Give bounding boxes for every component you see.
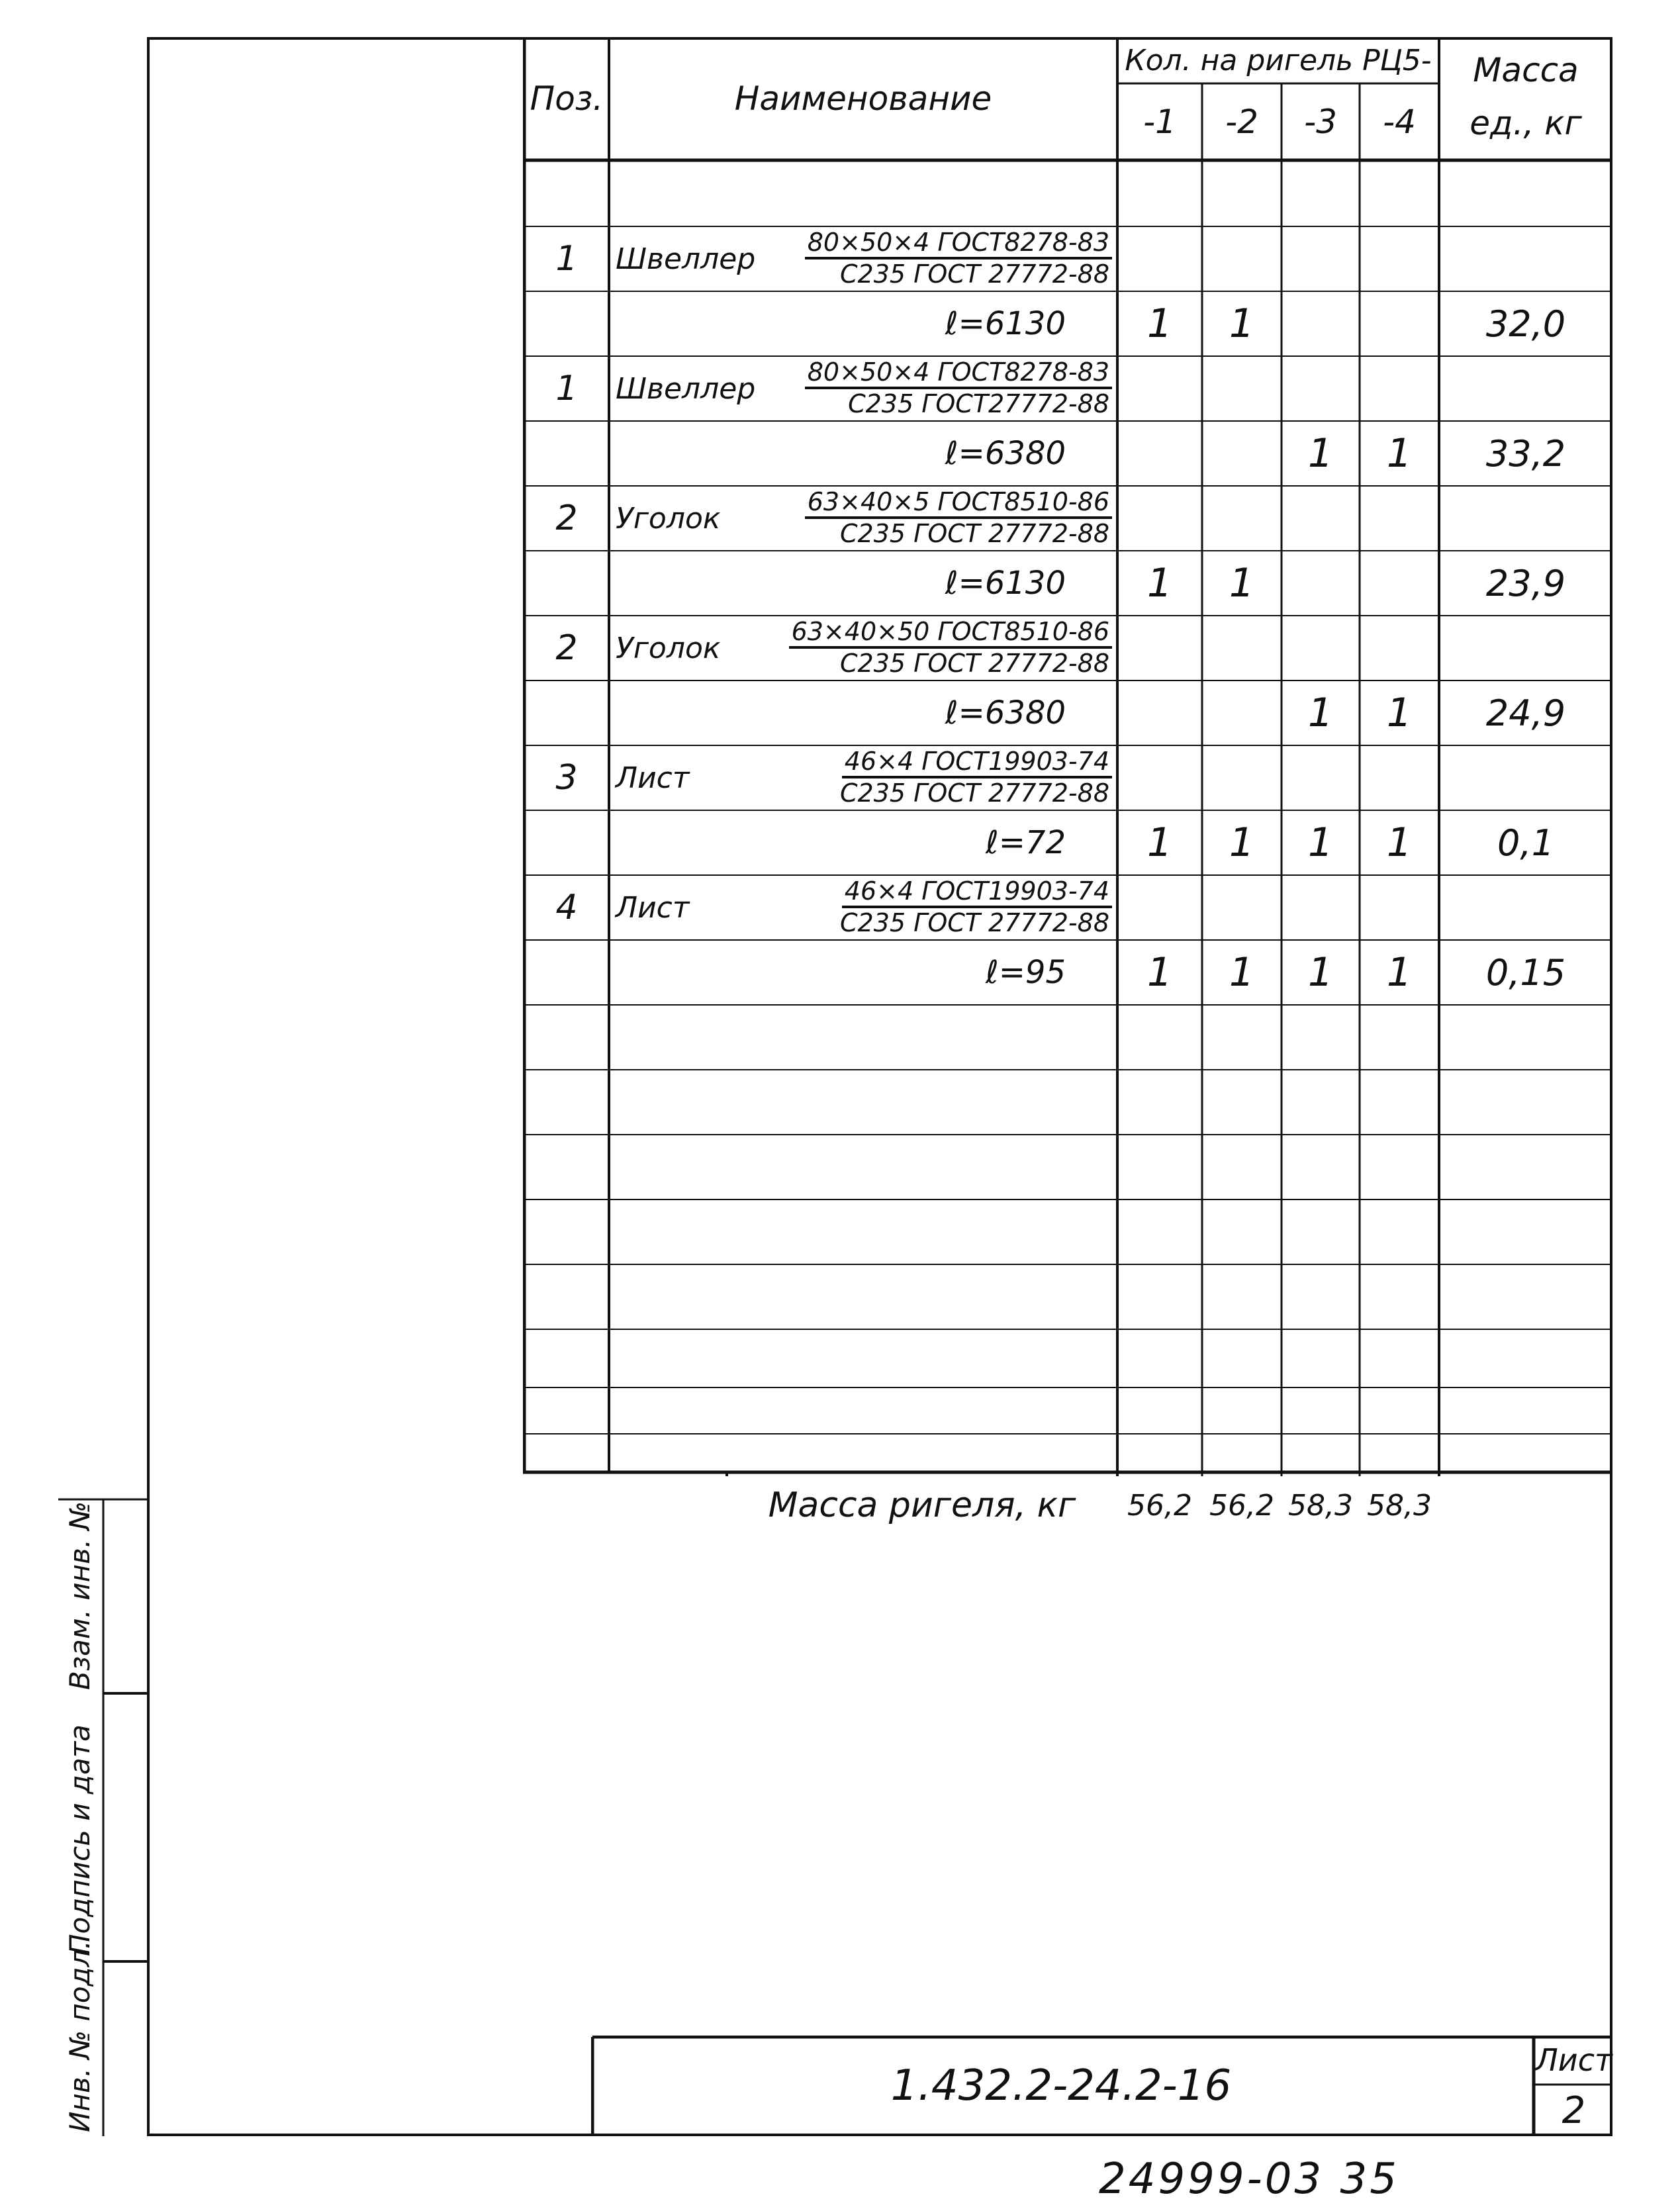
- row-length: ℓ=6380: [945, 435, 1066, 472]
- row-pos: 3: [555, 758, 578, 798]
- row-name-word: Лист: [616, 890, 690, 925]
- row-name-word: Лист: [616, 761, 690, 795]
- totals-value-4: 58,3: [1367, 1488, 1432, 1523]
- row-mass: 0,15: [1485, 951, 1566, 994]
- row-name-fraction: [761, 489, 1112, 547]
- row-qty-4: 1: [1386, 430, 1413, 477]
- row-name-word: Швеллер: [616, 371, 756, 406]
- title-stamp: [591, 2036, 1612, 2136]
- row-qty-3: 1: [1307, 949, 1334, 996]
- side-label-replacement-inv: Взам. инв. №: [64, 1501, 96, 1690]
- row-qty-3: 1: [1307, 430, 1334, 477]
- header-qty-group: Кол. на ригель РЦ5-: [1125, 43, 1432, 77]
- row-qty-4: [1360, 291, 1439, 356]
- header-qty-2: -2: [1225, 103, 1258, 141]
- row-name-material: С235 ГОСТ 27772-88: [840, 649, 1109, 678]
- document-code: 1.432.2-24.2-16: [890, 2061, 1232, 2110]
- sheet-label: Лист: [1535, 2042, 1612, 2078]
- row-qty-2: [1202, 421, 1282, 486]
- row-qty-2: 1: [1229, 949, 1255, 996]
- row-name-fraction: [761, 359, 1112, 417]
- totals-label: Масса ригеля, кг: [768, 1485, 1076, 1525]
- row-qty-1: 1: [1146, 820, 1173, 866]
- row-mass: 32,0: [1485, 303, 1566, 345]
- side-label-inv-original: Инв. № подл.: [64, 1940, 96, 2132]
- row-mass: 33,2: [1485, 432, 1566, 475]
- row-length: ℓ=95: [985, 954, 1066, 991]
- header-name: Наименование: [734, 79, 992, 118]
- row-pos: 1: [555, 239, 578, 279]
- row-qty-1: 1: [1146, 949, 1173, 996]
- row-name-material: С235 ГОСТ 27772-88: [840, 778, 1109, 808]
- row-name-fraction: [761, 878, 1112, 936]
- row-name-fraction: [761, 229, 1112, 287]
- row-pos: 1: [555, 369, 578, 408]
- side-approval-strip: [58, 1498, 147, 2136]
- totals-value-1: 56,2: [1127, 1488, 1192, 1523]
- row-qty-4: 1: [1386, 820, 1413, 866]
- row-qty-3: [1282, 551, 1360, 616]
- row-name-fraction: [761, 748, 1112, 806]
- row-qty-1: [1117, 681, 1202, 745]
- row-qty-2: 1: [1229, 560, 1255, 606]
- header-pos: Поз.: [530, 79, 604, 118]
- row-qty-1: 1: [1146, 560, 1173, 606]
- row-qty-1: 1: [1146, 301, 1173, 347]
- row-qty-4: 1: [1386, 690, 1413, 736]
- row-pos: 2: [555, 628, 578, 668]
- row-qty-1: [1117, 421, 1202, 486]
- row-name-word: Уголок: [616, 501, 721, 536]
- row-name-spec: 80×50×4 ГОСТ8278-83: [805, 229, 1112, 259]
- side-label-signature-date: Подпись и дата: [64, 1724, 96, 1955]
- row-length: ℓ=6130: [945, 565, 1066, 602]
- row-name-fraction: [761, 618, 1112, 677]
- row-qty-4: [1360, 551, 1439, 616]
- row-qty-2: [1202, 681, 1282, 745]
- specification-table: [523, 37, 1612, 1525]
- totals-value-3: 58,3: [1288, 1488, 1353, 1523]
- row-name-spec: 63×40×5 ГОСТ8510-86: [805, 489, 1112, 519]
- row-name-word: Швеллер: [616, 242, 756, 276]
- row-name-word: Уголок: [616, 631, 721, 665]
- row-pos: 4: [555, 888, 578, 927]
- row-name-material: С235 ГОСТ27772-88: [848, 389, 1109, 418]
- header-mass-line2: ед., кг: [1470, 104, 1582, 142]
- row-pos: 2: [555, 498, 578, 538]
- sheet-number: 2: [1562, 2089, 1586, 2132]
- header-qty-4: -4: [1383, 103, 1416, 141]
- row-qty-2: 1: [1229, 820, 1255, 866]
- row-length: ℓ=72: [985, 824, 1066, 861]
- row-name-spec: 46×4 ГОСТ19903-74: [842, 748, 1112, 778]
- row-qty-3: 1: [1307, 690, 1334, 736]
- header-qty-1: -1: [1143, 103, 1176, 141]
- row-mass: 0,1: [1497, 822, 1554, 864]
- row-qty-2: 1: [1229, 301, 1255, 347]
- row-mass: 24,9: [1485, 692, 1566, 734]
- row-name-spec: 46×4 ГОСТ19903-74: [842, 878, 1112, 908]
- header-qty-3: -3: [1304, 103, 1337, 141]
- row-name-material: С235 ГОСТ 27772-88: [840, 259, 1109, 289]
- row-length: ℓ=6130: [945, 305, 1066, 342]
- row-length: ℓ=6380: [945, 694, 1066, 731]
- totals-value-2: 56,2: [1209, 1488, 1274, 1523]
- row-qty-4: 1: [1386, 949, 1413, 996]
- row-name-material: С235 ГОСТ 27772-88: [840, 908, 1109, 937]
- row-qty-3: [1282, 291, 1360, 356]
- archive-number: 24999-03 35: [1099, 2155, 1399, 2204]
- row-qty-3: 1: [1307, 820, 1334, 866]
- row-name-spec: 80×50×4 ГОСТ8278-83: [805, 359, 1112, 389]
- row-mass: 23,9: [1485, 562, 1566, 604]
- row-name-material: С235 ГОСТ 27772-88: [840, 519, 1109, 548]
- header-mass-line1: Масса: [1473, 51, 1579, 89]
- row-name-spec: 63×40×50 ГОСТ8510-86: [789, 618, 1112, 649]
